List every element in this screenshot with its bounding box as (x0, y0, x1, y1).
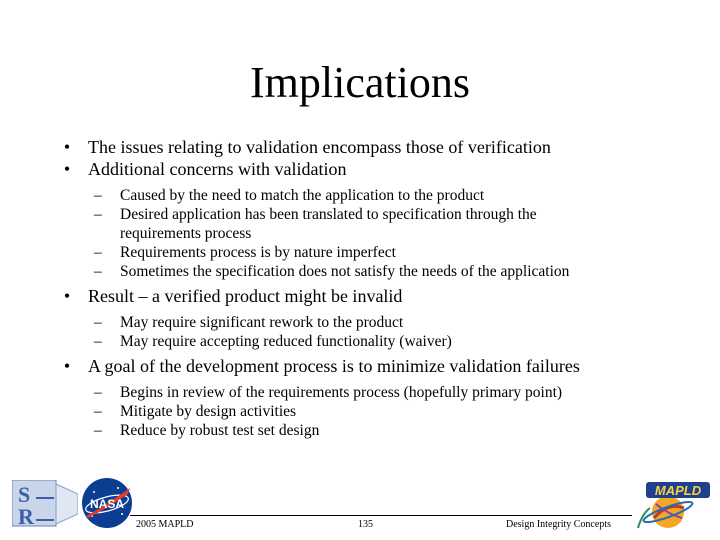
sub-bullet-text: requirements process (120, 225, 252, 242)
sub-bullet-text: Caused by the need to match the application to the product (120, 187, 485, 204)
dash-marker: – (94, 403, 102, 420)
bullet-item (58, 136, 678, 158)
bullet-marker: • (63, 286, 71, 306)
sub-bullet-text: Requirements process is by nature imperfect (120, 244, 396, 261)
nasa-logo-text: NASA (89, 497, 125, 511)
bullet-text: A goal of the development process is to minimize validation failures (88, 356, 580, 376)
sr-logo-letter-s: S (18, 482, 31, 507)
bullet-marker: • (63, 159, 71, 179)
sub-bullet-item (58, 332, 678, 351)
bullet-marker: • (63, 137, 71, 157)
slide-title: Implications (250, 58, 470, 107)
sub-bullet-text: Reduce by robust test set design (120, 422, 320, 439)
sub-bullet-item (58, 262, 678, 281)
sub-bullet-text: Mitigate by design activities (120, 403, 297, 420)
bullet-item (58, 285, 678, 307)
footer-conference: 2005 MAPLD (136, 519, 194, 530)
bullet-item (58, 355, 678, 377)
sub-bullet-item (58, 243, 678, 262)
dash-marker: – (94, 206, 102, 223)
bullet-text: The issues relating to validation encompass those of verification (88, 137, 551, 157)
sr-logo-letter-r: R (18, 504, 34, 528)
dash-marker: – (94, 314, 102, 331)
sub-bullet-text: Desired application has been translated to specification through the (120, 206, 537, 223)
bullet-text: Additional concerns with validation (88, 159, 347, 179)
sub-bullet-text: May require significant rework to the product (120, 314, 404, 331)
nasa-logo (80, 476, 134, 530)
bullet-marker: • (63, 356, 71, 376)
slide-body (58, 136, 678, 440)
sub-bullet-item (58, 421, 678, 440)
footer-page-number: 135 (358, 519, 373, 530)
sub-bullet-continuation (58, 224, 678, 243)
sub-bullet-text: Sometimes the specification does not satisfy the needs of the application (120, 263, 570, 280)
footer-topic: Design Integrity Concepts (506, 519, 611, 530)
bullet-text: Result – a verified product might be invalid (88, 286, 403, 306)
dash-marker: – (94, 333, 102, 350)
sub-bullet-item (58, 205, 678, 224)
dash-marker: – (94, 244, 102, 261)
sub-bullet-item (58, 383, 678, 402)
bullet-item (58, 158, 678, 180)
sub-bullet-item (58, 402, 678, 421)
dash-marker: – (94, 187, 102, 204)
sr-logo (12, 480, 78, 528)
mapld-logo-text: MAPLD (654, 483, 702, 498)
sub-bullet-text: Begins in review of the requirements process (hopefully primary point) (120, 384, 563, 401)
dash-marker: – (94, 422, 102, 439)
dash-marker: – (94, 263, 102, 280)
sub-bullet-item (58, 313, 678, 332)
mapld-logo (632, 474, 714, 532)
dash-marker: – (94, 384, 102, 401)
footer-divider (130, 515, 632, 516)
sub-bullet-text: May require accepting reduced functionality (waiver) (120, 333, 452, 350)
sub-bullet-item (58, 186, 678, 205)
